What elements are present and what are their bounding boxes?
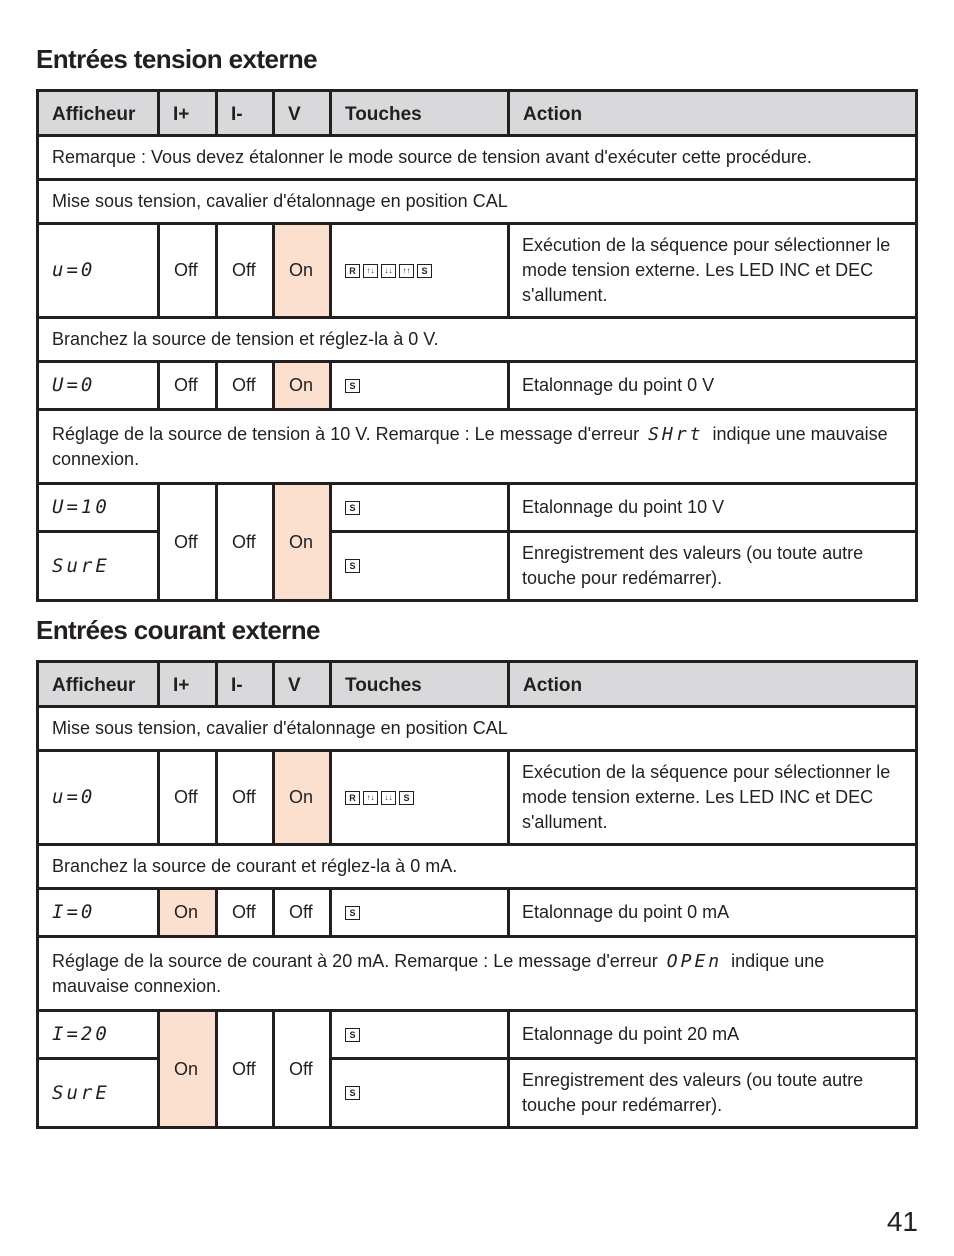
state-i-minus: Off [217,362,274,410]
header-afficheur: Afficheur [38,662,159,707]
state-i-minus: Off [217,484,274,601]
display-cell [38,532,159,601]
r-key-icon: R [345,791,360,805]
state-i-minus: Off [217,1011,274,1128]
display-code: U=10 [52,496,110,518]
header-i-plus: I+ [159,662,217,707]
note-row [38,845,917,889]
header-v: V [274,662,331,707]
state-i-plus: Off [159,224,217,318]
header-i-minus: I- [217,662,274,707]
action-cell: Exécution de la séquence pour sélectionner le mode tension externe. Les LED INC et DEC s'allument. [509,751,917,845]
s-key-icon: S [345,1086,360,1100]
keys-cell [331,1011,509,1059]
note-text [38,410,917,484]
display-cell [38,889,159,937]
header-action: Action [509,662,917,707]
state-v: Off [274,889,331,937]
down-key-icon: ↓↓ [381,791,396,805]
header-i-plus: I+ [159,91,217,136]
table-header-row [38,662,917,707]
error-code: OPEn [666,950,723,972]
s-key-icon: S [345,379,360,393]
note-row [38,410,917,484]
voltage-calibration-table [36,89,918,602]
action-cell: Etalonnage du point 10 V [509,484,917,532]
display-code: U=0 [52,374,96,396]
state-i-minus: Off [217,889,274,937]
display-code: I=0 [52,901,96,923]
error-code: SHrt [648,423,704,445]
table-row [38,224,917,318]
header-v: V [274,91,331,136]
keys-cell [331,484,509,532]
keys-cell [331,751,509,845]
s-key-icon: S [345,906,360,920]
state-v: On [274,484,331,601]
header-touches: Touches [331,662,509,707]
note-text: Mise sous tension, cavalier d'étalonnage en position CAL [38,707,917,751]
state-v: On [274,751,331,845]
table-row [38,362,917,410]
display-cell [38,484,159,532]
action-cell: Enregistrement des valeurs (ou toute autre touche pour redémarrer). [509,532,917,601]
action-cell: Enregistrement des valeurs (ou toute autre touche pour redémarrer). [509,1059,917,1128]
state-i-plus: Off [159,362,217,410]
header-action: Action [509,91,917,136]
display-cell [38,224,159,318]
r-key-icon: R [345,264,360,278]
keys-cell [331,224,509,318]
section-title-voltage: Entrées tension externe [36,44,317,74]
table-row [38,484,917,532]
note-text-end: indique une mauvaise connexion. [52,950,825,996]
note-row [38,707,917,751]
action-cell: Exécution de la séquence pour sélectionner le mode tension externe. Les LED INC et DEC s'allument. [509,224,917,318]
state-v: On [274,224,331,318]
display-cell [38,1059,159,1128]
s-key-icon: S [345,559,360,573]
table-row [38,1011,917,1059]
note-row [38,318,917,362]
state-v: Off [274,1011,331,1128]
state-i-minus: Off [217,751,274,845]
display-cell [38,1011,159,1059]
header-i-minus: I- [217,91,274,136]
display-code: u=0 [52,786,96,808]
note-text-end: indique une mauvaise connexion. [52,423,888,469]
state-v: On [274,362,331,410]
note-row [38,180,917,224]
keys-cell [331,532,509,601]
note-text: Branchez la source de tension et réglez-la à 0 V. [38,318,917,362]
s-key-icon: S [345,501,360,515]
down-key-icon: ↓↓ [381,264,396,278]
s-key-icon: S [345,1028,360,1042]
table-row [38,751,917,845]
state-i-plus: Off [159,484,217,601]
keys-cell [331,362,509,410]
header-touches: Touches [331,91,509,136]
section-title-current: Entrées courant externe [36,615,320,645]
display-code: SurE [52,1081,110,1104]
state-i-minus: Off [217,224,274,318]
keys-cell [331,1059,509,1128]
action-cell: Etalonnage du point 0 mA [509,889,917,937]
page-number: 41 [886,1206,918,1237]
table-row [38,889,917,937]
note-text: Mise sous tension, cavalier d'étalonnage en position CAL [38,180,917,224]
note-text [38,937,917,1011]
note-text: Remarque : Vous devez étalonner le mode source de tension avant d'exécuter cette procédure. [38,136,917,180]
display-cell [38,751,159,845]
note-text-start: Réglage de la source de tension à 10 V. Remarque : Le message d'erreur [52,423,640,444]
up-key-icon: ↑↑ [399,264,414,278]
display-code: u=0 [52,259,96,281]
state-i-plus: Off [159,751,217,845]
action-cell: Etalonnage du point 20 mA [509,1011,917,1059]
s-key-icon: S [399,791,414,805]
note-row [38,937,917,1011]
state-i-plus: On [159,889,217,937]
keys-cell [331,889,509,937]
table-header-row [38,91,917,136]
up-down-key-icon: ↑↓ [363,264,378,278]
action-cell: Etalonnage du point 0 V [509,362,917,410]
note-text-start: Réglage de la source de courant à 20 mA. Remarque : Le message d'erreur [52,950,658,971]
display-code: I=20 [52,1023,110,1045]
s-key-icon: S [417,264,432,278]
state-i-plus: On [159,1011,217,1128]
current-calibration-table [36,660,918,1129]
note-row [38,136,917,180]
up-down-key-icon: ↑↓ [363,791,378,805]
display-code: SurE [52,554,110,577]
display-cell [38,362,159,410]
header-afficheur: Afficheur [38,91,159,136]
note-text: Branchez la source de courant et réglez-la à 0 mA. [38,845,917,889]
